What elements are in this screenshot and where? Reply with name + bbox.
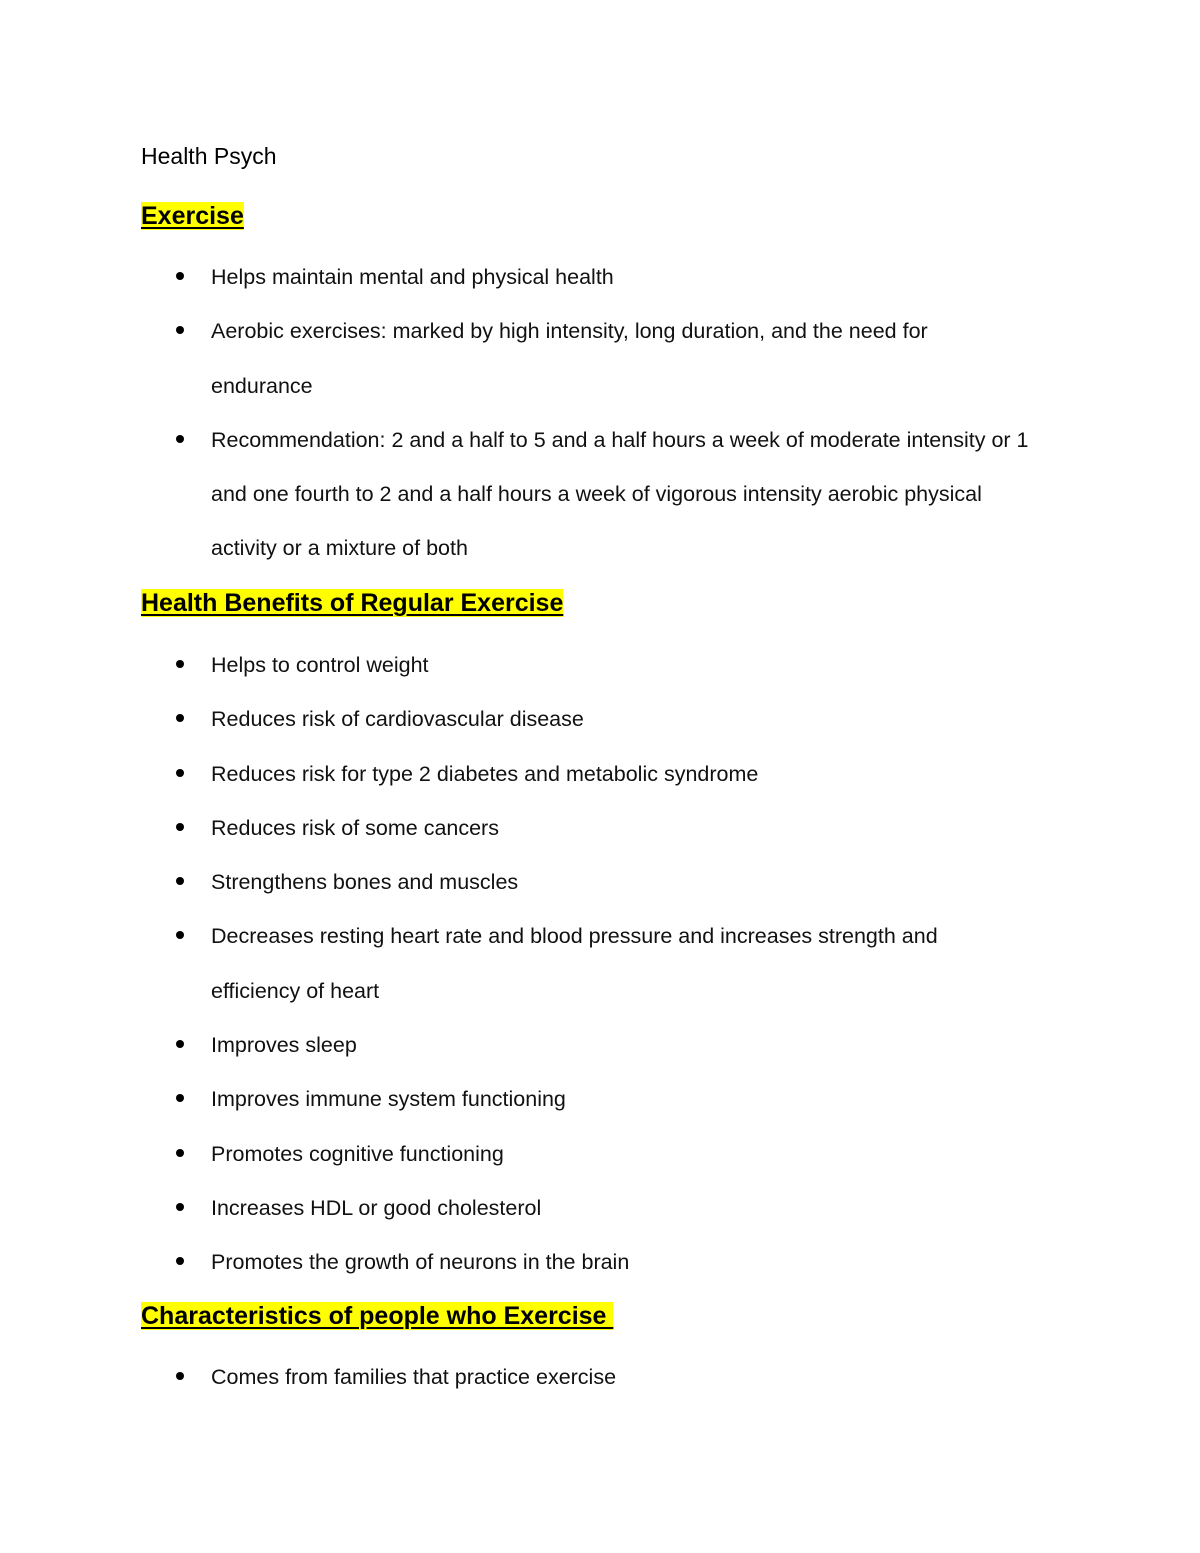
bullet-list-characteristics — [0, 1350, 1031, 1404]
list-item — [0, 747, 1031, 801]
bullet-icon — [176, 769, 184, 777]
section-heading-text: Health Benefits of Regular Exercise — [141, 589, 564, 617]
bullet-icon — [176, 1372, 184, 1380]
section-heading-text: Characteristics of people who Exercise — [141, 1302, 614, 1330]
list-item-text: Reduces risk of cardiovascular disease — [211, 707, 584, 732]
list-item — [0, 801, 1031, 855]
list-item — [0, 1181, 1031, 1235]
bullet-icon — [176, 435, 184, 443]
bullet-icon — [176, 931, 184, 939]
section-heading-exercise — [141, 200, 244, 232]
list-item-text: Helps to control weight — [211, 653, 429, 677]
list-item — [0, 1072, 1031, 1126]
section-heading-characteristics — [141, 1300, 613, 1332]
bullet-icon — [176, 1203, 184, 1211]
list-item-text: Promotes cognitive functioning — [211, 1141, 504, 1166]
bullet-icon — [176, 1149, 184, 1157]
list-item-text: Comes from families that practice exercise — [211, 1365, 617, 1389]
list-item — [0, 304, 1031, 413]
bullet-icon — [176, 714, 184, 722]
list-item-text: Improves immune system functioning — [211, 1087, 566, 1112]
bullet-list-health-benefits — [0, 638, 1031, 1290]
list-item-text: Improves sleep — [211, 1033, 357, 1058]
list-item — [0, 1127, 1031, 1181]
list-item — [0, 250, 1031, 304]
list-item — [0, 1350, 1031, 1404]
list-item — [0, 855, 1031, 909]
list-item — [0, 692, 1031, 746]
bullet-icon — [176, 823, 184, 831]
list-item — [0, 1018, 1031, 1072]
bullet-icon — [176, 272, 184, 280]
list-item-text: Decreases resting heart rate and blood pressure and increases strength and efficiency of heart — [211, 924, 938, 1003]
list-item-text: Reduces risk of some cancers — [211, 815, 499, 840]
document-title: Health Psych — [141, 143, 277, 169]
list-item-text: Strengthens bones and muscles — [211, 870, 519, 895]
list-item-text: Reduces risk for type 2 diabetes and metabolic syndrome — [211, 761, 759, 786]
bullet-icon — [176, 1094, 184, 1102]
list-item-text: Promotes the growth of neurons in the brain — [211, 1250, 630, 1275]
bullet-list-exercise — [0, 250, 1031, 576]
bullet-icon — [176, 660, 184, 668]
bullet-icon — [176, 1040, 184, 1048]
list-item — [0, 413, 1031, 576]
list-item — [0, 1235, 1031, 1289]
section-heading-health-benefits — [141, 587, 563, 619]
list-item-text: Helps maintain mental and physical health — [211, 265, 614, 289]
list-item-text: Increases HDL or good cholesterol — [211, 1195, 542, 1220]
bullet-icon — [176, 877, 184, 885]
list-item-text: Recommendation: 2 and a half to 5 and a half hours a week of moderate intensity or 1 and one fourth to 2 and a half hours a week of vigorous intensity aerobic physical activity or a mixture of both — [211, 427, 1029, 561]
bullet-icon — [176, 326, 184, 334]
section-heading-text: Exercise — [141, 202, 244, 230]
list-item — [0, 638, 1031, 692]
bullet-icon — [176, 1257, 184, 1265]
list-item — [0, 909, 1031, 1018]
list-item-text: Aerobic exercises: marked by high intensity, long duration, and the need for endurance — [211, 319, 928, 398]
